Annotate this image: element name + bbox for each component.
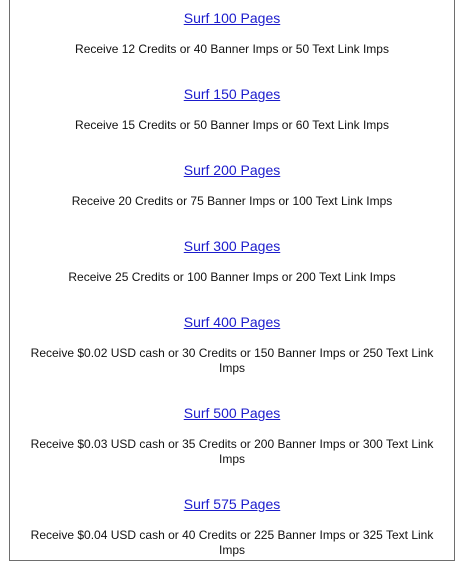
offer-link-surf-500[interactable]: Surf 500 Pages [183, 405, 281, 421]
offer-item [10, 86, 454, 133]
offer-link-surf-200[interactable]: Surf 200 Pages [183, 162, 281, 178]
offer-item [10, 162, 454, 209]
offer-description: Receive 15 Credits or 50 Banner Imps or 60 Text Link Imps [75, 118, 389, 132]
offer-item [10, 314, 454, 376]
offer-item [10, 405, 454, 467]
offer-description: Receive 20 Credits or 75 Banner Imps or 100 Text Link Imps [71, 194, 393, 208]
offer-item [10, 10, 454, 57]
offer-link-surf-100[interactable]: Surf 100 Pages [183, 10, 281, 26]
surf-offers-panel [9, 0, 455, 561]
offer-link-surf-300[interactable]: Surf 300 Pages [183, 238, 281, 254]
offer-description: Receive 12 Credits or 40 Banner Imps or 50 Text Link Imps [75, 42, 389, 56]
offer-description: Receive $0.04 USD cash or 40 Credits or 225 Banner Imps or 325 Text Link Imps [30, 528, 434, 557]
offer-item [10, 238, 454, 285]
offer-item [10, 496, 454, 558]
offer-description: Receive $0.02 USD cash or 30 Credits or 150 Banner Imps or 250 Text Link Imps [30, 346, 434, 375]
offer-link-surf-400[interactable]: Surf 400 Pages [183, 314, 281, 330]
offer-link-surf-150[interactable]: Surf 150 Pages [183, 86, 281, 102]
offer-description: Receive $0.03 USD cash or 35 Credits or 200 Banner Imps or 300 Text Link Imps [30, 437, 434, 466]
offer-description: Receive 25 Credits or 100 Banner Imps or 200 Text Link Imps [68, 270, 396, 284]
offer-link-surf-575[interactable]: Surf 575 Pages [183, 496, 281, 512]
